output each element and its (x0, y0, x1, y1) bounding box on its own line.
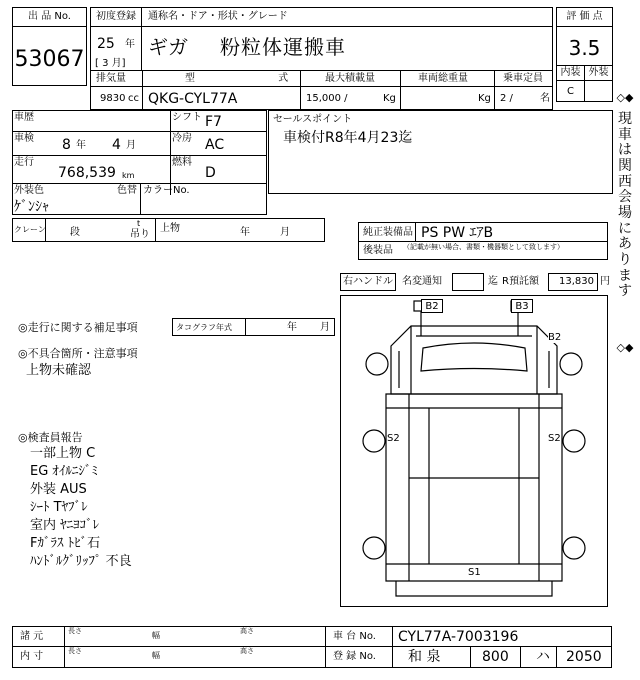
inspector-line: 一部上物 C (30, 446, 96, 461)
until-label: 迄 (488, 276, 498, 287)
damage-marker-b3-top: B3 (511, 299, 533, 313)
reg-number: 2050 (566, 649, 602, 665)
interior-label: 内装 (560, 67, 581, 78)
inspector-line: EG ｵｲﾙﾆｼﾞﾐ (30, 464, 98, 479)
r-mileage-box (548, 273, 598, 291)
mileage-label: 走行 (14, 157, 34, 168)
first-reg-cell (90, 26, 142, 71)
damage-marker-s2-right: S2 (548, 433, 561, 444)
footer-table (12, 626, 612, 668)
ext-color-label: 外装色 (14, 185, 44, 196)
reg-kana: ハ (536, 649, 550, 665)
shift-value: F7 (205, 114, 222, 130)
displacement-value: 9830 (100, 93, 126, 104)
crane-label: クレーン (14, 225, 46, 234)
handle-value: 右ハンドル (343, 276, 393, 287)
upper-label: 上物 (160, 223, 180, 234)
model-name: 粉粒体運搬車 (220, 35, 346, 59)
side-diamond-bottom: ◇◆ (616, 341, 634, 354)
genuine-label: 純正装備品 (363, 227, 413, 238)
handle-cell (340, 273, 396, 291)
aftermarket-row (358, 241, 608, 260)
width-label: 幅 (152, 651, 160, 660)
ext-color-value: ｹﾞﾝｼｬ (14, 199, 49, 215)
chassis-label: 車 台 No. (333, 631, 376, 642)
tacho-year: 年 (287, 322, 297, 333)
grade-cell (556, 26, 613, 66)
reg-month: [ 3 月] (95, 58, 126, 69)
sales-point-text: 車検付R8年4月23迄 (283, 130, 413, 146)
shift-label: シフト (172, 112, 202, 123)
mileage-unit: km (122, 171, 135, 180)
height-label: 高さ (240, 627, 254, 635)
height-label: 高さ (240, 647, 254, 655)
defect-title: ◎不具合箇所・注意事項 (18, 347, 138, 360)
genuine-equipment-row (358, 222, 608, 242)
inspection-month: 4 (112, 137, 121, 153)
lot-label-cell (12, 7, 87, 27)
side-banner-text: 現車は関西会場にあります (618, 111, 632, 300)
exterior-label-cell (584, 65, 613, 81)
inspection-year-unit: 年 (76, 140, 86, 151)
damage-marker-b2-top: B2 (421, 299, 443, 313)
r-mileage-value: 13,830 (559, 276, 594, 287)
inspection-month-unit: 月 (126, 140, 136, 151)
meter-change-label: 名変通知 (402, 276, 442, 287)
divider (470, 646, 471, 668)
divider (245, 319, 246, 335)
aftermarket-note: （記載が無い場合、書類・機器類として致します） (403, 243, 564, 251)
exterior-label: 外装 (588, 67, 609, 78)
divider (12, 646, 612, 647)
sales-point-label: セールスポイント (273, 114, 353, 125)
color-change-label: 色替 (117, 185, 137, 196)
name-label: 通称名・ドア・形状・グレード (148, 11, 288, 22)
crane-lift: 吊り (130, 229, 150, 240)
meter-change-box (452, 273, 484, 291)
mileage-value: 768,539 (58, 165, 116, 181)
tacho-box (172, 318, 335, 336)
interior-label-cell (556, 65, 585, 81)
divider (12, 131, 267, 132)
damage-marker-b2-right: B2 (548, 332, 562, 343)
driving-notes-title: ◎走行に関する補足事項 (18, 321, 138, 334)
ac-value: AC (205, 137, 225, 153)
lot-label: 出 品 No. (28, 11, 71, 22)
model-code: QKG-CYL77A (148, 91, 238, 107)
width-label: 幅 (152, 631, 160, 640)
side-diamond-top: ◇◆ (616, 91, 634, 104)
divider (155, 218, 156, 242)
divider (64, 626, 65, 668)
r-mileage-label: R預託額 (502, 276, 539, 287)
interior-grade: C (567, 86, 574, 97)
inspector-line: ﾊﾝﾄﾞﾙｸﾞﾘｯﾌﾟ 不良 (30, 554, 132, 569)
divider (392, 626, 393, 668)
divider (415, 223, 416, 241)
inspection-label: 車検 (14, 133, 34, 144)
model-label: 型 式 (185, 73, 329, 84)
first-reg-label: 初度登録 (96, 11, 136, 22)
genuine-equipment: PS PW ｴｱB (421, 225, 494, 241)
gross-weight-unit: Kg (478, 93, 491, 104)
displacement-label: 排気量 (96, 73, 126, 84)
capacity-unit: 名 (540, 93, 550, 104)
fuel-label: 燃料 (172, 157, 192, 168)
color-no-label: カラーNo. (143, 185, 190, 196)
interior-grade-cell (556, 80, 585, 102)
gross-weight-label: 車両総重量 (418, 73, 468, 84)
max-load-label: 最大積載量 (325, 73, 375, 84)
sales-point-box (268, 110, 613, 194)
reg-year: 25 (97, 36, 115, 52)
upper-month: 月 (280, 227, 290, 238)
inspector-line: 外装 AUS (30, 482, 87, 497)
maker-name: ギガ (148, 35, 188, 59)
capacity-value: 2 / (500, 93, 513, 104)
truck-outline-icon (341, 296, 607, 606)
crane-ton-unit: t (137, 219, 141, 228)
divider (556, 646, 557, 668)
length-label: 長さ (68, 627, 82, 635)
max-load-value: 15,000 / (306, 93, 348, 104)
name-label-cell (141, 7, 553, 27)
tacho-month: 月 (320, 322, 330, 333)
exterior-grade-cell (584, 80, 613, 102)
fuel-value: D (205, 165, 216, 181)
capacity-label: 乗車定員 (503, 73, 543, 84)
inspector-lines (30, 447, 180, 573)
grade-label-cell (556, 7, 613, 27)
divider (12, 155, 267, 156)
tacho-label: タコグラフ年式 (176, 323, 232, 332)
specs-row-label: 諸 元 (20, 631, 44, 642)
divider (520, 646, 521, 668)
reg-place: 和 泉 (408, 649, 441, 665)
damage-marker-s1: S1 (468, 567, 481, 578)
chassis-number: CYL77A-7003196 (398, 629, 519, 645)
first-reg-label-cell (90, 7, 142, 27)
damage-marker-s2-left: S2 (387, 433, 400, 444)
reg-class: 800 (482, 649, 509, 665)
crane-stage: 段 (70, 227, 80, 238)
inspector-title: ◎検査員報告 (18, 431, 83, 444)
inspector-line: ｼｰﾄ Tﾔﾌﾞﾚ (30, 500, 88, 515)
history-label: 車歴 (14, 112, 34, 123)
damage-diagram (340, 295, 608, 607)
reg-year-unit: 年 (125, 39, 135, 50)
defect-text: 上物未確認 (26, 363, 92, 378)
registration-label: 登 録 No. (333, 651, 376, 662)
inspection-year: 8 (62, 137, 71, 153)
ac-label: 冷房 (172, 133, 192, 144)
lot-number: 53067 (14, 47, 85, 72)
divider (140, 183, 141, 215)
r-unit: 円 (600, 276, 610, 287)
lot-number-cell (12, 26, 87, 86)
displacement-unit: cc (128, 93, 139, 104)
grade-value: 3.5 (568, 36, 601, 60)
upper-year: 年 (240, 227, 250, 238)
divider (325, 626, 326, 668)
grade-label: 評 価 点 (566, 11, 603, 22)
length-label: 長さ (68, 647, 82, 655)
inner-dim-row-label: 内 寸 (20, 651, 44, 662)
inspector-line: Fｶﾞﾗｽ ﾄﾋﾞ石 (30, 536, 101, 551)
inspector-line: 室内 ﾔﾆﾖｺﾞﾚ (30, 518, 100, 533)
aftermarket-label: 後装品 (363, 245, 393, 256)
name-cell (141, 26, 553, 71)
max-load-unit: Kg (383, 93, 396, 104)
